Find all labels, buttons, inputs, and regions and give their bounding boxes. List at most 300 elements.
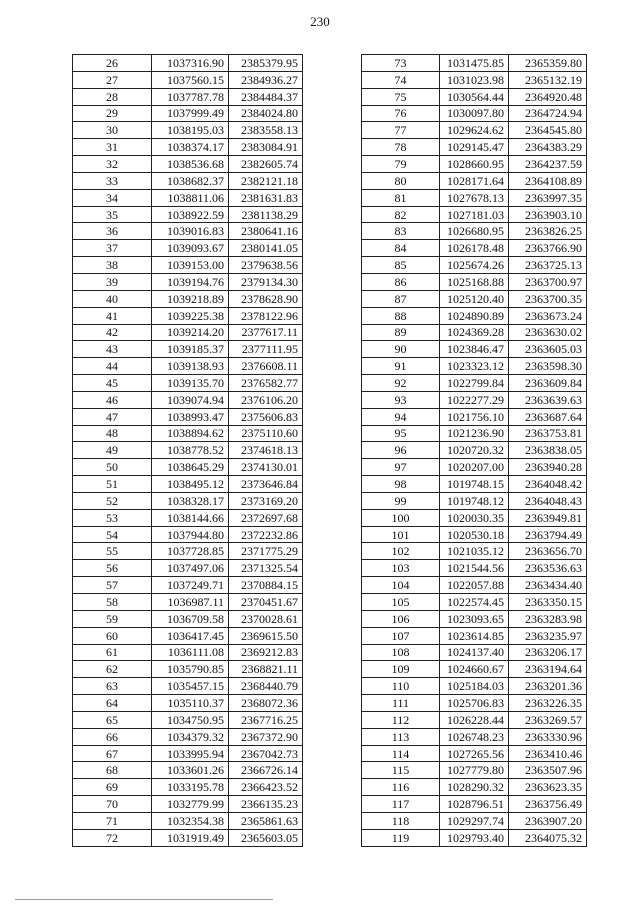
table-row <box>362 661 587 678</box>
point-number-cell: 91 <box>362 358 440 375</box>
point-number-cell: 56 <box>73 560 152 577</box>
x-coordinate-cell: 1020207.00 <box>440 459 509 476</box>
table-row <box>362 307 587 324</box>
point-number-cell: 85 <box>362 257 440 274</box>
point-number-cell: 117 <box>362 796 440 813</box>
x-coordinate-cell: 1031023.98 <box>440 71 509 88</box>
table-row <box>73 156 303 173</box>
table-row <box>362 627 587 644</box>
point-number-cell: 67 <box>73 745 152 762</box>
point-number-cell: 34 <box>73 189 152 206</box>
x-coordinate-cell: 1025120.40 <box>440 290 509 307</box>
y-coordinate-cell: 2373169.20 <box>229 492 303 509</box>
table-row <box>73 442 303 459</box>
point-number-cell: 35 <box>73 206 152 223</box>
x-coordinate-cell: 1038894.62 <box>152 425 229 442</box>
y-coordinate-cell: 2363201.36 <box>509 678 587 695</box>
x-coordinate-cell: 1027678.13 <box>440 189 509 206</box>
table-row <box>362 459 587 476</box>
y-coordinate-cell: 2383558.13 <box>229 122 303 139</box>
x-coordinate-cell: 1038374.17 <box>152 139 229 156</box>
y-coordinate-cell: 2364237.59 <box>509 156 587 173</box>
x-coordinate-cell: 1030564.44 <box>440 88 509 105</box>
y-coordinate-cell: 2363673.24 <box>509 307 587 324</box>
y-coordinate-cell: 2363434.40 <box>509 577 587 594</box>
point-number-cell: 95 <box>362 425 440 442</box>
point-number-cell: 89 <box>362 324 440 341</box>
x-coordinate-cell: 1022057.88 <box>440 577 509 594</box>
table-row <box>73 71 303 88</box>
table-row <box>362 71 587 88</box>
y-coordinate-cell: 2363235.97 <box>509 627 587 644</box>
y-coordinate-cell: 2364075.32 <box>509 829 587 846</box>
point-number-cell: 61 <box>73 644 152 661</box>
y-coordinate-cell: 2377617.11 <box>229 324 303 341</box>
x-coordinate-cell: 1037944.80 <box>152 526 229 543</box>
y-coordinate-cell: 2384024.80 <box>229 105 303 122</box>
table-row <box>73 661 303 678</box>
point-number-cell: 45 <box>73 375 152 392</box>
table-row <box>362 375 587 392</box>
x-coordinate-cell: 1038195.03 <box>152 122 229 139</box>
x-coordinate-cell: 1026178.48 <box>440 240 509 257</box>
x-coordinate-cell: 1035110.37 <box>152 695 229 712</box>
x-coordinate-cell: 1029624.62 <box>440 122 509 139</box>
point-number-cell: 96 <box>362 442 440 459</box>
y-coordinate-cell: 2365132.19 <box>509 71 587 88</box>
table-row <box>362 594 587 611</box>
table-row <box>362 779 587 796</box>
table-row <box>362 257 587 274</box>
point-number-cell: 78 <box>362 139 440 156</box>
x-coordinate-cell: 1039185.37 <box>152 341 229 358</box>
x-coordinate-cell: 1028290.32 <box>440 779 509 796</box>
y-coordinate-cell: 2380141.05 <box>229 240 303 257</box>
y-coordinate-cell: 2363907.20 <box>509 812 587 829</box>
x-coordinate-cell: 1038536.68 <box>152 156 229 173</box>
x-coordinate-cell: 1030097.80 <box>440 105 509 122</box>
y-coordinate-cell: 2363226.35 <box>509 695 587 712</box>
y-coordinate-cell: 2364048.43 <box>509 492 587 509</box>
y-coordinate-cell: 2375110.60 <box>229 425 303 442</box>
y-coordinate-cell: 2363410.46 <box>509 745 587 762</box>
x-coordinate-cell: 1021756.10 <box>440 408 509 425</box>
point-number-cell: 75 <box>362 88 440 105</box>
table-row <box>362 122 587 139</box>
table-row <box>73 172 303 189</box>
point-number-cell: 101 <box>362 526 440 543</box>
x-coordinate-cell: 1021035.12 <box>440 543 509 560</box>
table-row <box>362 492 587 509</box>
table-row <box>362 442 587 459</box>
table-row <box>73 779 303 796</box>
x-coordinate-cell: 1021236.90 <box>440 425 509 442</box>
point-number-cell: 92 <box>362 375 440 392</box>
table-row <box>362 610 587 627</box>
y-coordinate-cell: 2363656.70 <box>509 543 587 560</box>
y-coordinate-cell: 2363753.81 <box>509 425 587 442</box>
table-row <box>73 307 303 324</box>
y-coordinate-cell: 2366423.52 <box>229 779 303 796</box>
y-coordinate-cell: 2363630.02 <box>509 324 587 341</box>
x-coordinate-cell: 1037249.71 <box>152 577 229 594</box>
point-number-cell: 97 <box>362 459 440 476</box>
y-coordinate-cell: 2373646.84 <box>229 476 303 493</box>
point-number-cell: 32 <box>73 156 152 173</box>
table-row <box>362 324 587 341</box>
y-coordinate-cell: 2363838.05 <box>509 442 587 459</box>
y-coordinate-cell: 2370884.15 <box>229 577 303 594</box>
table-row <box>73 324 303 341</box>
y-coordinate-cell: 2365603.05 <box>229 829 303 846</box>
x-coordinate-cell: 1019748.12 <box>440 492 509 509</box>
y-coordinate-cell: 2371325.54 <box>229 560 303 577</box>
table-row <box>362 543 587 560</box>
x-coordinate-cell: 1023846.47 <box>440 341 509 358</box>
point-number-cell: 64 <box>73 695 152 712</box>
table-row <box>362 391 587 408</box>
point-number-cell: 115 <box>362 762 440 779</box>
x-coordinate-cell: 1038144.66 <box>152 509 229 526</box>
x-coordinate-cell: 1025706.83 <box>440 695 509 712</box>
y-coordinate-cell: 2369212.83 <box>229 644 303 661</box>
y-coordinate-cell: 2363949.81 <box>509 509 587 526</box>
x-coordinate-cell: 1022277.29 <box>440 391 509 408</box>
point-number-cell: 42 <box>73 324 152 341</box>
point-number-cell: 47 <box>73 408 152 425</box>
point-number-cell: 29 <box>73 105 152 122</box>
x-coordinate-cell: 1039016.83 <box>152 223 229 240</box>
y-coordinate-cell: 2385379.95 <box>229 55 303 72</box>
y-coordinate-cell: 2363700.97 <box>509 273 587 290</box>
y-coordinate-cell: 2364545.80 <box>509 122 587 139</box>
point-number-cell: 51 <box>73 476 152 493</box>
y-coordinate-cell: 2378122.96 <box>229 307 303 324</box>
point-number-cell: 107 <box>362 627 440 644</box>
point-number-cell: 84 <box>362 240 440 257</box>
x-coordinate-cell: 1037316.90 <box>152 55 229 72</box>
x-coordinate-cell: 1033601.26 <box>152 762 229 779</box>
table-row <box>362 796 587 813</box>
x-coordinate-cell: 1031919.49 <box>152 829 229 846</box>
y-coordinate-cell: 2368440.79 <box>229 678 303 695</box>
point-number-cell: 27 <box>73 71 152 88</box>
x-coordinate-cell: 1039153.00 <box>152 257 229 274</box>
table-row <box>362 408 587 425</box>
y-coordinate-cell: 2363725.13 <box>509 257 587 274</box>
point-number-cell: 50 <box>73 459 152 476</box>
point-number-cell: 37 <box>73 240 152 257</box>
x-coordinate-cell: 1034750.95 <box>152 711 229 728</box>
table-row <box>362 240 587 257</box>
x-coordinate-cell: 1029297.74 <box>440 812 509 829</box>
table-row <box>73 509 303 526</box>
point-number-cell: 59 <box>73 610 152 627</box>
table-row <box>362 745 587 762</box>
x-coordinate-cell: 1039194.76 <box>152 273 229 290</box>
table-row <box>362 139 587 156</box>
footer-rule <box>15 899 273 900</box>
point-number-cell: 48 <box>73 425 152 442</box>
table-row <box>362 476 587 493</box>
y-coordinate-cell: 2366135.23 <box>229 796 303 813</box>
table-row <box>73 290 303 307</box>
x-coordinate-cell: 1028171.64 <box>440 172 509 189</box>
point-number-cell: 111 <box>362 695 440 712</box>
x-coordinate-cell: 1039138.93 <box>152 358 229 375</box>
y-coordinate-cell: 2382121.18 <box>229 172 303 189</box>
table-row <box>362 644 587 661</box>
x-coordinate-cell: 1034379.32 <box>152 728 229 745</box>
point-number-cell: 58 <box>73 594 152 611</box>
point-number-cell: 98 <box>362 476 440 493</box>
y-coordinate-cell: 2370028.61 <box>229 610 303 627</box>
x-coordinate-cell: 1039218.89 <box>152 290 229 307</box>
x-coordinate-cell: 1037560.15 <box>152 71 229 88</box>
x-coordinate-cell: 1027265.56 <box>440 745 509 762</box>
table-row <box>73 560 303 577</box>
point-number-cell: 31 <box>73 139 152 156</box>
point-number-cell: 86 <box>362 273 440 290</box>
x-coordinate-cell: 1022799.84 <box>440 375 509 392</box>
point-number-cell: 99 <box>362 492 440 509</box>
point-number-cell: 108 <box>362 644 440 661</box>
x-coordinate-cell: 1029145.47 <box>440 139 509 156</box>
table-row <box>362 105 587 122</box>
x-coordinate-cell: 1023614.85 <box>440 627 509 644</box>
table-row <box>362 711 587 728</box>
point-number-cell: 40 <box>73 290 152 307</box>
table-row <box>73 745 303 762</box>
table-row <box>362 509 587 526</box>
point-number-cell: 53 <box>73 509 152 526</box>
point-number-cell: 113 <box>362 728 440 745</box>
y-coordinate-cell: 2376582.77 <box>229 375 303 392</box>
y-coordinate-cell: 2367042.73 <box>229 745 303 762</box>
x-coordinate-cell: 1039214.20 <box>152 324 229 341</box>
x-coordinate-cell: 1026680.95 <box>440 223 509 240</box>
y-coordinate-cell: 2375606.83 <box>229 408 303 425</box>
table-row <box>73 644 303 661</box>
x-coordinate-cell: 1038328.17 <box>152 492 229 509</box>
table-row <box>73 273 303 290</box>
table-row <box>362 88 587 105</box>
table-row <box>362 341 587 358</box>
point-number-cell: 100 <box>362 509 440 526</box>
x-coordinate-cell: 1039225.38 <box>152 307 229 324</box>
table-row <box>73 189 303 206</box>
point-number-cell: 62 <box>73 661 152 678</box>
x-coordinate-cell: 1024369.28 <box>440 324 509 341</box>
x-coordinate-cell: 1037497.06 <box>152 560 229 577</box>
x-coordinate-cell: 1020530.18 <box>440 526 509 543</box>
y-coordinate-cell: 2367716.25 <box>229 711 303 728</box>
point-number-cell: 94 <box>362 408 440 425</box>
table-row <box>73 257 303 274</box>
y-coordinate-cell: 2363605.03 <box>509 341 587 358</box>
x-coordinate-cell: 1038778.52 <box>152 442 229 459</box>
y-coordinate-cell: 2363700.35 <box>509 290 587 307</box>
table-row <box>73 526 303 543</box>
point-number-cell: 52 <box>73 492 152 509</box>
table-row <box>362 156 587 173</box>
point-number-cell: 36 <box>73 223 152 240</box>
point-number-cell: 88 <box>362 307 440 324</box>
point-number-cell: 33 <box>73 172 152 189</box>
y-coordinate-cell: 2367372.90 <box>229 728 303 745</box>
x-coordinate-cell: 1024137.40 <box>440 644 509 661</box>
x-coordinate-cell: 1033995.94 <box>152 745 229 762</box>
x-coordinate-cell: 1038682.37 <box>152 172 229 189</box>
y-coordinate-cell: 2368072.36 <box>229 695 303 712</box>
x-coordinate-cell: 1024660.67 <box>440 661 509 678</box>
y-coordinate-cell: 2363826.25 <box>509 223 587 240</box>
point-number-cell: 69 <box>73 779 152 796</box>
x-coordinate-cell: 1026228.44 <box>440 711 509 728</box>
table-row <box>73 425 303 442</box>
x-coordinate-cell: 1023323.12 <box>440 358 509 375</box>
table-row <box>73 812 303 829</box>
y-coordinate-cell: 2363766.90 <box>509 240 587 257</box>
y-coordinate-cell: 2363283.98 <box>509 610 587 627</box>
table-row <box>362 577 587 594</box>
table-row <box>362 425 587 442</box>
x-coordinate-cell: 1038645.29 <box>152 459 229 476</box>
x-coordinate-cell: 1027181.03 <box>440 206 509 223</box>
table-row <box>73 543 303 560</box>
y-coordinate-cell: 2363903.10 <box>509 206 587 223</box>
point-number-cell: 114 <box>362 745 440 762</box>
y-coordinate-cell: 2366726.14 <box>229 762 303 779</box>
y-coordinate-cell: 2363639.63 <box>509 391 587 408</box>
point-number-cell: 87 <box>362 290 440 307</box>
point-number-cell: 54 <box>73 526 152 543</box>
point-number-cell: 104 <box>362 577 440 594</box>
point-number-cell: 83 <box>362 223 440 240</box>
x-coordinate-cell: 1038495.12 <box>152 476 229 493</box>
table-row <box>73 375 303 392</box>
point-number-cell: 57 <box>73 577 152 594</box>
y-coordinate-cell: 2363609.84 <box>509 375 587 392</box>
point-number-cell: 60 <box>73 627 152 644</box>
table-row <box>362 678 587 695</box>
y-coordinate-cell: 2377111.95 <box>229 341 303 358</box>
point-number-cell: 63 <box>73 678 152 695</box>
y-coordinate-cell: 2363598.30 <box>509 358 587 375</box>
y-coordinate-cell: 2384936.27 <box>229 71 303 88</box>
table-row <box>73 139 303 156</box>
x-coordinate-cell: 1035790.85 <box>152 661 229 678</box>
point-number-cell: 82 <box>362 206 440 223</box>
point-number-cell: 103 <box>362 560 440 577</box>
y-coordinate-cell: 2376106.20 <box>229 391 303 408</box>
point-number-cell: 105 <box>362 594 440 611</box>
y-coordinate-cell: 2379134.30 <box>229 273 303 290</box>
y-coordinate-cell: 2380641.16 <box>229 223 303 240</box>
point-number-cell: 49 <box>73 442 152 459</box>
x-coordinate-cell: 1026748.23 <box>440 728 509 745</box>
y-coordinate-cell: 2381138.29 <box>229 206 303 223</box>
table-row <box>73 408 303 425</box>
point-number-cell: 109 <box>362 661 440 678</box>
x-coordinate-cell: 1020030.35 <box>440 509 509 526</box>
x-coordinate-cell: 1032779.99 <box>152 796 229 813</box>
x-coordinate-cell: 1033195.78 <box>152 779 229 796</box>
table-row <box>73 762 303 779</box>
x-coordinate-cell: 1036709.58 <box>152 610 229 627</box>
table-row <box>73 55 303 72</box>
y-coordinate-cell: 2374130.01 <box>229 459 303 476</box>
x-coordinate-cell: 1028796.51 <box>440 796 509 813</box>
y-coordinate-cell: 2372697.68 <box>229 509 303 526</box>
point-number-cell: 68 <box>73 762 152 779</box>
x-coordinate-cell: 1039093.67 <box>152 240 229 257</box>
table-row <box>362 172 587 189</box>
point-number-cell: 102 <box>362 543 440 560</box>
y-coordinate-cell: 2364724.94 <box>509 105 587 122</box>
y-coordinate-cell: 2363687.64 <box>509 408 587 425</box>
table-row <box>362 526 587 543</box>
x-coordinate-cell: 1028660.95 <box>440 156 509 173</box>
x-coordinate-cell: 1038993.47 <box>152 408 229 425</box>
coordinate-table-left <box>72 54 303 847</box>
table-row <box>73 206 303 223</box>
table-row <box>73 728 303 745</box>
point-number-cell: 116 <box>362 779 440 796</box>
point-number-cell: 80 <box>362 172 440 189</box>
y-coordinate-cell: 2365861.63 <box>229 812 303 829</box>
y-coordinate-cell: 2369615.50 <box>229 627 303 644</box>
table-row <box>73 627 303 644</box>
x-coordinate-cell: 1022574.45 <box>440 594 509 611</box>
point-number-cell: 30 <box>73 122 152 139</box>
table-row <box>73 678 303 695</box>
x-coordinate-cell: 1020720.32 <box>440 442 509 459</box>
x-coordinate-cell: 1037999.49 <box>152 105 229 122</box>
table-row <box>362 728 587 745</box>
y-coordinate-cell: 2381631.83 <box>229 189 303 206</box>
y-coordinate-cell: 2363940.28 <box>509 459 587 476</box>
y-coordinate-cell: 2363997.35 <box>509 189 587 206</box>
point-number-cell: 119 <box>362 829 440 846</box>
x-coordinate-cell: 1036987.11 <box>152 594 229 611</box>
point-number-cell: 26 <box>73 55 152 72</box>
page-number: 230 <box>310 14 330 29</box>
table-row <box>73 610 303 627</box>
point-number-cell: 106 <box>362 610 440 627</box>
table-row <box>73 341 303 358</box>
table-row <box>73 577 303 594</box>
x-coordinate-cell: 1031475.85 <box>440 55 509 72</box>
table-row <box>362 189 587 206</box>
point-number-cell: 74 <box>362 71 440 88</box>
coordinate-table-right <box>361 54 587 847</box>
y-coordinate-cell: 2363194.64 <box>509 661 587 678</box>
y-coordinate-cell: 2382605.74 <box>229 156 303 173</box>
y-coordinate-cell: 2363794.49 <box>509 526 587 543</box>
y-coordinate-cell: 2363269.57 <box>509 711 587 728</box>
x-coordinate-cell: 1023093.65 <box>440 610 509 627</box>
y-coordinate-cell: 2371775.29 <box>229 543 303 560</box>
x-coordinate-cell: 1036111.08 <box>152 644 229 661</box>
point-number-cell: 112 <box>362 711 440 728</box>
point-number-cell: 118 <box>362 812 440 829</box>
y-coordinate-cell: 2363330.96 <box>509 728 587 745</box>
y-coordinate-cell: 2374618.13 <box>229 442 303 459</box>
y-coordinate-cell: 2383084.91 <box>229 139 303 156</box>
table-row <box>362 206 587 223</box>
point-number-cell: 79 <box>362 156 440 173</box>
